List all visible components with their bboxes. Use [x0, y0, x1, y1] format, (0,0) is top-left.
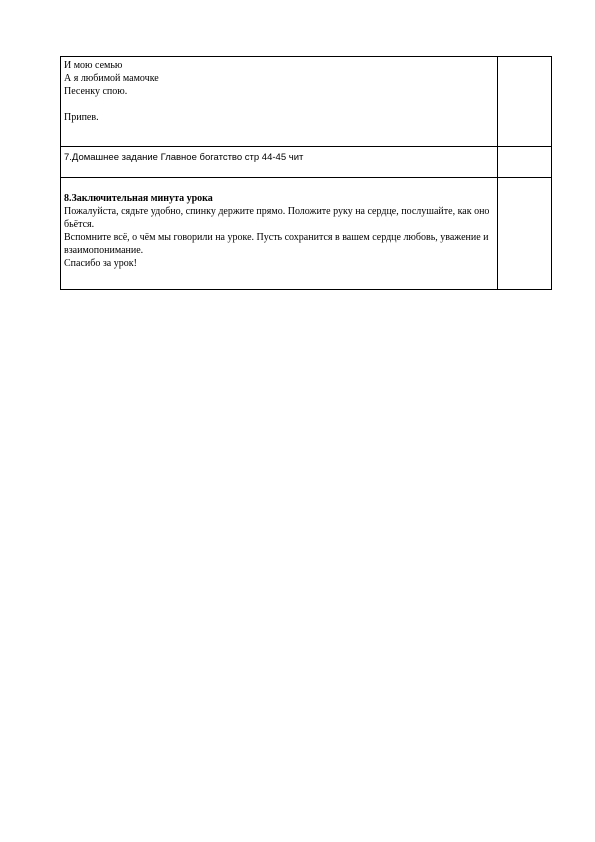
table-row [61, 178, 552, 290]
homework-cell [61, 147, 498, 178]
verse-line: И мою семью [64, 60, 123, 71]
section-heading: 8.Заключительная минута урока [64, 193, 213, 204]
thanks-line: Спасибо за урок! [64, 258, 137, 269]
empty-cell [498, 147, 552, 178]
empty-cell [498, 57, 552, 147]
closing-paragraph: Вспомните всё, о чём мы говорили на уроке. Пусть сохранится в вашем сердце любовь, уважение и взаимопонимание. [64, 232, 489, 256]
blank-line [64, 98, 494, 111]
verse-line: А я любимой мамочке [64, 73, 159, 84]
empty-cell [498, 178, 552, 290]
lesson-plan-table [60, 56, 552, 290]
closing-paragraph: Пожалуйста, сядьте удобно, спинку держите прямо. Положите руку на сердце, послушайте, как оно бьётся. [64, 206, 490, 230]
homework-text: 7.Домашнее задание Главное богатство стр 44-45 чит [64, 152, 304, 163]
verse-line: Песенку спою. [64, 86, 128, 97]
table-row [61, 147, 552, 178]
chorus-label: Припев. [64, 112, 99, 123]
closing-minute-cell [61, 178, 498, 290]
song-verse-cell [61, 57, 498, 147]
table-row [61, 57, 552, 147]
